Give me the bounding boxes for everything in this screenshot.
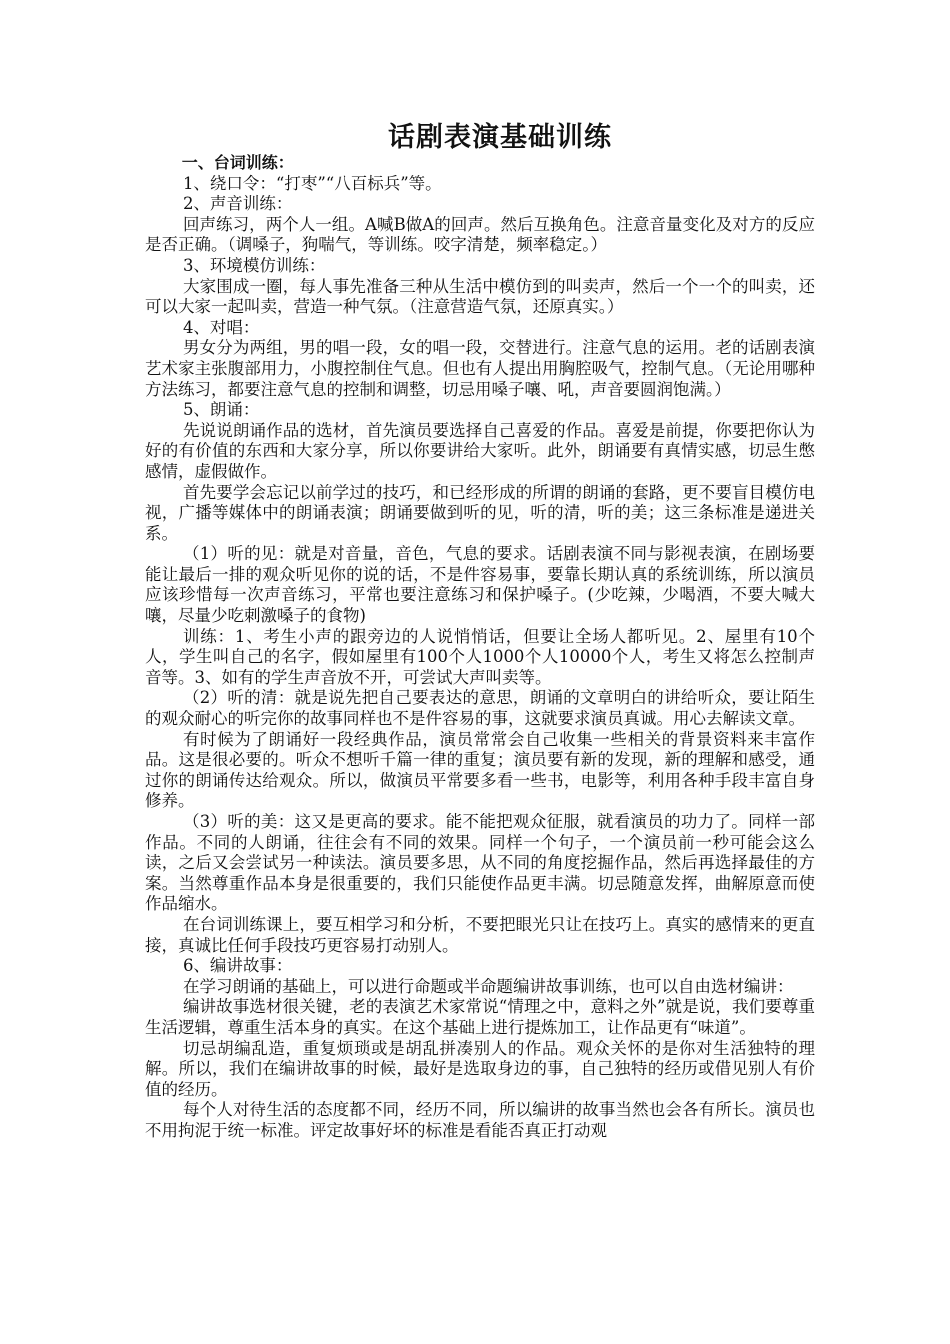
paragraph: 6、编讲故事： xyxy=(182,956,293,976)
paragraph: 在台词训练课上，要互相学习和分析，不要把眼光只让在技巧上。真实的感情来的更直接，真诚比任何手段技巧更容易打动别人。 xyxy=(145,914,815,955)
paragraph: 首先要学会忘记以前学过的技巧，和已经形成的所谓的朗诵的套路，更不要盲目模仿电视，广播等媒体中的朗诵表演；朗诵要做到听的见，听的清，听的美；这三条标准是递进关系。 xyxy=(145,482,815,543)
paragraph: （2）听的清：就是说先把自己要表达的意思，朗诵的文章明白的讲给听众，要让陌生的观众耐心的听完你的故事同样也不是件容易的事，这就要求演员真诚。用心去解读文章。 xyxy=(145,688,815,729)
paragraph: 4、对唱： xyxy=(182,317,260,337)
paragraph: 切忌胡编乱造，重复烦琐或是胡乱拼凑别人的作品。观众关怀的是你对生活独特的理解。所以，我们在编讲故事的时候，最好是选取身边的事，自己独特的经历或借见别人有价值的经历。 xyxy=(145,1038,815,1099)
paragraph: 在学习朗诵的基础上，可以进行命题或半命题编讲故事训练，也可以自由选材编讲： xyxy=(182,976,794,996)
paragraph: 每个人对待生活的态度都不同，经历不同，所以编讲的故事当然也会各有所长。演员也不用拘泥于统一标准。评定故事好坏的标准是看能否真正打动观 xyxy=(145,1100,815,1140)
section-heading: 一、台词训练： xyxy=(181,153,294,172)
paragraph: 大家围成一圈，每人事先准备三种从生活中模仿到的叫卖声，然后一个一个的叫卖，还可以大家一起叫卖，营造一种气氛。（注意营造气氛，还原真实。） xyxy=(145,276,815,317)
paragraph: 男女分为两组，男的唱一段，女的唱一段，交替进行。注意气息的运用。老的话剧表演艺术家主张腹部用力，小腹控制住气息。但也有人提出用胸腔吸气，控制气息。（无论用哪种方法练习，都要注意气息的控制和调整，切忌用嗓子嚷、吼，声音要圆润饱满。） xyxy=(145,338,815,399)
paragraph: 训练：1、考生小声的跟旁边的人说悄悄话，但要让全场人都听见。2、屋里有10个人，学生叫自己的名字，假如屋里有100个人1000个人10000个人，考生又将怎么控制声音等。3、如有的学生声音放不开，可尝试大声叫卖等。 xyxy=(145,626,815,687)
paragraph: 有时候为了朗诵好一段经典作品，演员常常会自己收集一些相关的背景资料来丰富作品。这是很必要的。听众不想听千篇一律的重复；演员要有新的发现，新的理解和感受，通过你的朗诵传达给观众。所以，做演员平常要多看一些书，电影等，利用各种手段丰富自身修养。 xyxy=(145,729,815,811)
paragraph: （1）听的见：就是对音量，音色，气息的要求。话剧表演不同与影视表演，在剧场要能让最后一排的观众听见你的说的话，不是件容易事，要靠长期认真的系统训练，所以演员应该珍惜每一次声音练习，平常也要注意练习和保护嗓子。(少吃辣，少喝酒，不要大喊大嚷，尽量少吃刺激嗓子的食物) xyxy=(145,544,815,626)
paragraph: 3、环境模仿训练： xyxy=(182,255,326,275)
paragraph: 先说说朗诵作品的选材，首先演员要选择自己喜爱的作品。喜爱是前提，你要把你认为好的有价值的东西和大家分享，所以你要讲给大家听。此外，朗诵要有真情实感，切忌生憋感情，虚假做作。 xyxy=(145,420,815,481)
paragraph: 5、朗诵： xyxy=(182,400,260,420)
document-body xyxy=(145,153,815,1142)
paragraph: 2、声音训练： xyxy=(182,194,293,214)
document-title: 话剧表演基础训练 xyxy=(388,122,612,153)
paragraph: （3）听的美：这又是更高的要求。能不能把观众征服，就看演员的功力了。同样一部作品。不同的人朗诵，往往会有不同的效果。同样一个句子，一个演员前一秒可能会这么读，之后又会尝试另一种读法。演员要多思，从不同的角度挖掘作品，然后再选择最佳的方案。当然尊重作品本身是很重要的，我们只能使作品更丰满。切忌随意发挥，曲解原意而使作品缩水。 xyxy=(145,812,815,914)
paragraph: 编讲故事选材很关键，老的表演艺术家常说“情理之中，意料之外”就是说，我们要尊重生活逻辑，尊重生活本身的真实。在这个基础上进行提炼加工，让作品更有“味道”。 xyxy=(145,997,815,1037)
paragraph: 回声练习，两个人一组。A喊B做A的回声。然后互换角色。注意音量变化及对方的反应是否正确。（调嗓子，狗喘气，等训练。咬字清楚，频率稳定。） xyxy=(145,214,815,255)
paragraph: 1、绕口令：“打枣”“八百标兵”等。 xyxy=(182,173,442,193)
